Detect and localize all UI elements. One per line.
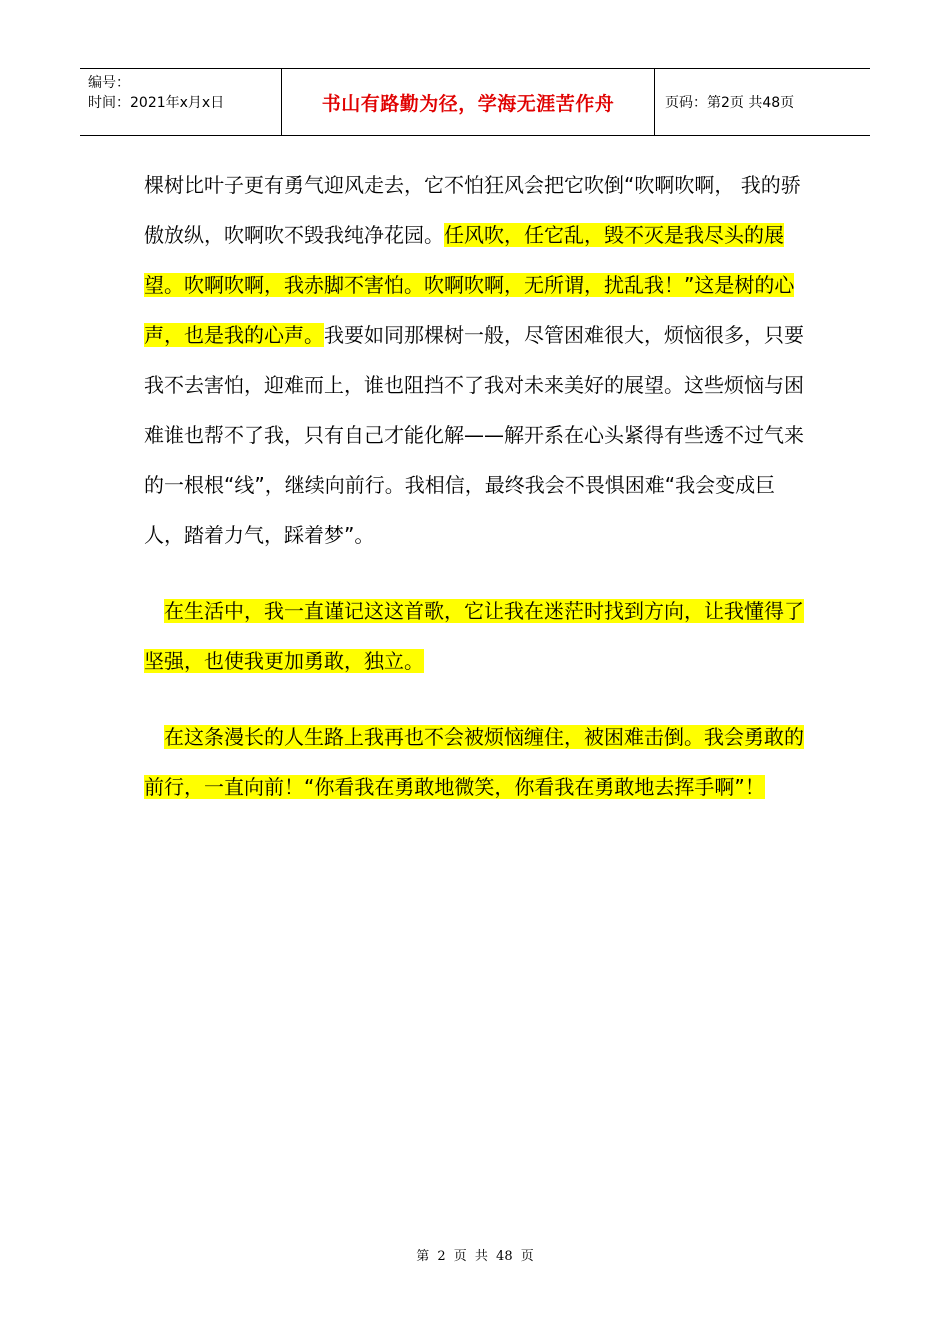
document-body	[144, 160, 806, 812]
page-code-text: 页码：第2页 共48页	[665, 95, 795, 111]
page-footer	[0, 1245, 950, 1264]
paragraph-1-text-a: 棵树比叶子更有勇气迎风走去，它不怕狂风会把它吹倒“吹啊吹啊， 我的骄傲放纵，吹啊吹不毁我纯净花园。	[144, 173, 801, 247]
paragraph-2	[144, 586, 806, 686]
serial-number-label: 编号：	[88, 75, 130, 91]
footer-page-number: 第 2 页 共 48 页	[416, 1249, 534, 1264]
time-label: 时间：2021年x月x日	[88, 95, 225, 111]
paragraph-1-highlight: 任风吹，任它乱，毁不灭是我尽头的展望。吹啊吹啊，我赤脚不害怕。吹啊吹啊，无所谓，扰乱我！”这是树的心声，也是我的心声。	[144, 223, 795, 347]
paragraph-1	[144, 160, 806, 560]
paragraph-1-text-b: 我要如同那棵树一般，尽管困难很大，烦恼很多，只要我不去害怕，迎难而上，谁也阻挡不了我对未来美好的展望。这些烦恼与困难谁也帮不了我，只有自己才能化解——解开系在心头紧得有些透不过气来的一根根“线”，继续向前行。我相信，最终我会不畏惧困难“我会变成巨人，踏着力气，踩着梦”。	[144, 323, 804, 547]
motto-text: 书山有路勤为径，学海无涯苦作舟	[321, 92, 615, 115]
paragraph-3-highlight: 在这条漫长的人生路上我再也不会被烦恼缠住，被困难击倒。我会勇敢的前行，一直向前！“你看我在勇敢地微笑，你看我在勇敢地去挥手啊”！	[144, 725, 804, 799]
header-table	[80, 68, 870, 136]
paragraph-2-highlight: 在生活中，我一直谨记这这首歌，它让我在迷茫时找到方向，让我懂得了坚强，也使我更加勇敢，独立。	[144, 599, 804, 673]
header-page-cell	[655, 69, 870, 135]
header-info-cell	[80, 69, 282, 135]
paragraph-3	[144, 712, 806, 812]
header-motto-cell	[282, 69, 655, 135]
